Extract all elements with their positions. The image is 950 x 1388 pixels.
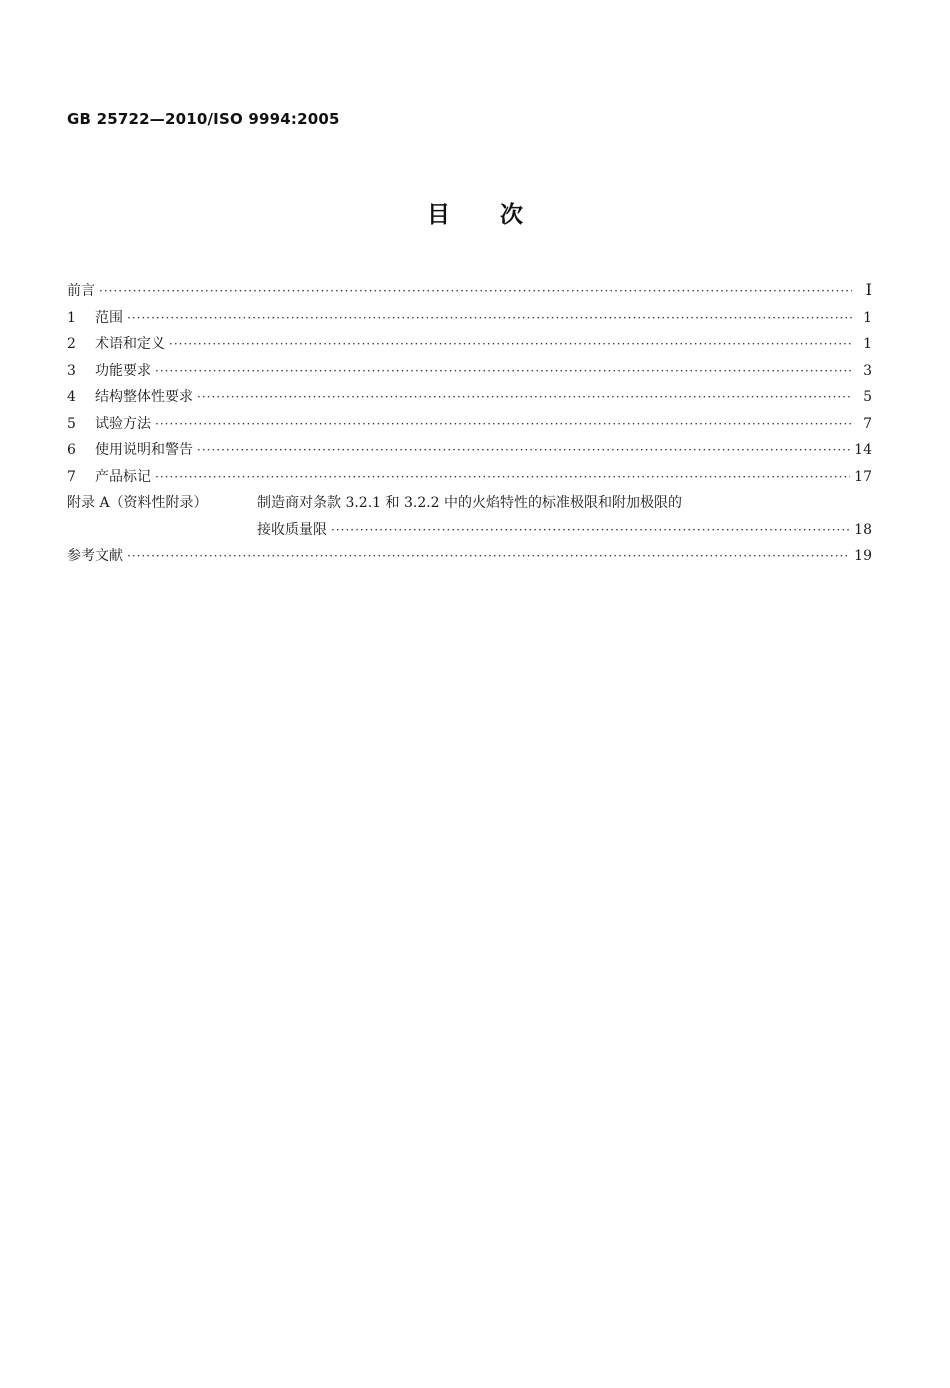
toc-entry-instructions-warnings[interactable] bbox=[67, 439, 872, 466]
toc-entry-label: 前言 bbox=[67, 283, 95, 299]
toc-leader-dots bbox=[197, 443, 850, 457]
toc-entry-page: 5 bbox=[863, 389, 872, 405]
toc-entry-page: 17 bbox=[854, 468, 872, 485]
toc-entry-label: 使用说明和警告 bbox=[95, 442, 193, 458]
toc-leader-dots bbox=[127, 311, 852, 325]
toc-annex-prefix: 附录 A（资料性附录） bbox=[67, 495, 208, 511]
toc-annex-title-line-2: 接收质量限 bbox=[257, 521, 327, 538]
toc-entry-number: 4 bbox=[67, 389, 76, 405]
toc-annex-line-2 bbox=[67, 519, 872, 546]
toc-leader-dots bbox=[155, 417, 852, 431]
toc-entry-page: 19 bbox=[854, 548, 872, 564]
toc-entry-annex-a[interactable] bbox=[67, 492, 872, 545]
toc-entry-number: 1 bbox=[67, 309, 76, 326]
toc-leader-dots bbox=[127, 549, 850, 563]
toc-entry-number: 2 bbox=[67, 336, 76, 352]
toc-entry-page: 14 bbox=[854, 442, 872, 458]
toc-entry-test-methods[interactable] bbox=[67, 413, 872, 440]
toc-annex-line-1 bbox=[67, 492, 872, 519]
table-of-contents bbox=[67, 280, 872, 572]
toc-entry-scope[interactable] bbox=[67, 307, 872, 334]
toc-leader-dots bbox=[99, 284, 852, 298]
toc-leader-dots bbox=[155, 364, 852, 378]
toc-entry-structural-integrity[interactable] bbox=[67, 386, 872, 413]
toc-entry-terms[interactable] bbox=[67, 333, 872, 360]
toc-entry-page: 18 bbox=[854, 521, 872, 538]
standard-number: GB 25722—2010/ISO 9994:2005 bbox=[67, 110, 340, 128]
toc-entry-functional-requirements[interactable] bbox=[67, 360, 872, 387]
toc-entry-page: 3 bbox=[863, 362, 872, 379]
toc-entry-label: 结构整体性要求 bbox=[95, 389, 193, 405]
toc-entry-label: 术语和定义 bbox=[95, 336, 165, 352]
toc-entry-number: 5 bbox=[67, 415, 76, 432]
toc-leader-dots bbox=[331, 523, 850, 537]
toc-entry-preface[interactable] bbox=[67, 280, 872, 307]
toc-leader-dots bbox=[155, 470, 850, 484]
toc-annex-title-line-1: 制造商对条款 3.2.1 和 3.2.2 中的火焰特性的标准极限和附加极限的 bbox=[257, 495, 683, 511]
toc-entry-product-marking[interactable] bbox=[67, 466, 872, 493]
toc-leader-dots bbox=[197, 390, 852, 404]
toc-entry-page: 1 bbox=[863, 309, 872, 326]
toc-entry-bibliography[interactable] bbox=[67, 545, 872, 572]
toc-leader-dots bbox=[169, 337, 852, 351]
toc-entry-number: 7 bbox=[67, 468, 76, 485]
toc-entry-number: 3 bbox=[67, 362, 76, 379]
toc-entry-label: 产品标记 bbox=[95, 468, 151, 485]
toc-entry-label: 试验方法 bbox=[95, 415, 151, 432]
toc-entry-label: 功能要求 bbox=[95, 362, 151, 379]
page-title: 目次 bbox=[427, 202, 573, 228]
toc-entry-page: 7 bbox=[863, 415, 872, 432]
toc-entry-page: 1 bbox=[863, 336, 872, 352]
toc-entry-number: 6 bbox=[67, 442, 76, 458]
toc-entry-label: 参考文献 bbox=[67, 548, 123, 564]
toc-entry-label: 范围 bbox=[95, 309, 123, 326]
toc-entry-page: I bbox=[865, 280, 872, 299]
